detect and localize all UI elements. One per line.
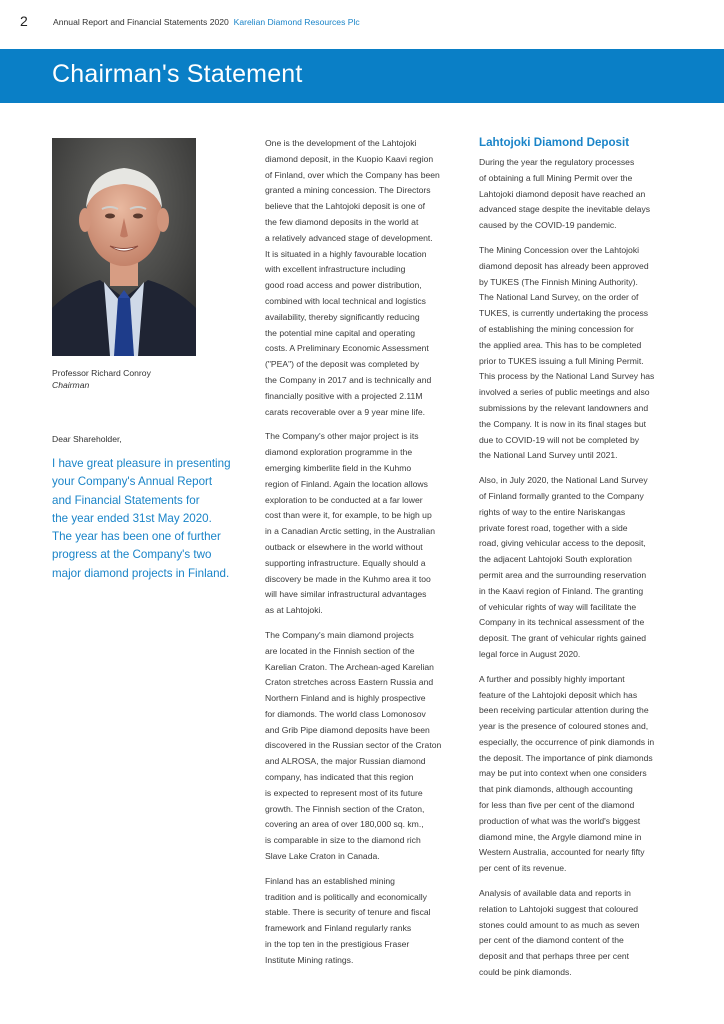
body-line: in the top ten in the prestigious Fraser [265,939,410,950]
body-line: The Company's other major project is its [265,431,419,442]
body-paragraph [479,886,671,981]
body-line: believe that the Lahtojoki deposit is one of [265,201,426,212]
body-line: discovered in the Russian sector of the Craton [265,740,442,751]
running-header [20,12,704,32]
body-line: advanced stage despite the inevitable delays [479,204,651,215]
lead-line: your Company's Annual Report [52,475,213,489]
body-paragraph [479,155,671,234]
body-line: It is situated in a highly favourable location [265,248,427,259]
body-line: outback or elsewhere in the world without [265,541,423,552]
body-line: that pink diamonds, although accounting [479,784,633,795]
body-line: Analysis of available data and reports in [479,888,631,899]
body-line: legal force in August 2020. [479,648,581,659]
body-line: Finland has an established mining [265,875,395,886]
body-line: in the Kaavi region of Finland. The granting [479,585,644,596]
body-line: road, giving vehicular access to the deposit, [479,538,646,549]
body-line: of Finland, over which the Company has been [265,169,440,180]
page-title: Chairman's Statement [52,60,303,88]
body-line: Company in its technical assessment of the [479,617,645,628]
body-paragraph [479,473,671,663]
body-line: stable. There is security of tenure and fiscal [265,907,431,918]
body-line: the Company in 2017 and is technically and [265,374,432,385]
body-line: permit area and the surrounding reservation [479,569,647,580]
body-line: availability, thereby significantly reducing [265,311,420,322]
section-heading: Lahtojoki Diamond Deposit [479,136,630,149]
lead-line: the year ended 31st May 2020. [52,511,212,525]
body-line: Western Australia, accounted for nearly fifty [479,847,645,858]
caption-role: Chairman [52,380,90,390]
body-line: may be put into context when one considers [479,768,647,779]
body-line: diamond deposit has already been approved [479,260,649,271]
body-line: private forest road, together with a side [479,522,628,533]
body-line: discovery be made in the Kuhmo area it too [265,573,431,584]
body-line: the Company. It is now in its final stages but [479,418,647,429]
body-line: per cent of the diamond content of the [479,935,624,946]
company-name: Karelian Diamond Resources Plc [233,17,360,27]
chairman-portrait [52,138,196,356]
body-paragraph [265,136,457,420]
body-line: per cent of its revenue. [479,863,567,874]
lead-line: and Financial Statements for [52,493,200,507]
body-line: could be pink diamonds. [479,967,572,978]
body-line: year is the presence of coloured stones and, [479,721,649,732]
portrait-illustration [52,138,196,356]
body-line: of Finland formally granted to the Company [479,490,644,501]
body-line: company, has indicated that this region [265,772,414,783]
body-line: are located in the Finnish section of the [265,645,415,656]
body-paragraph [479,672,671,877]
body-line: the few diamond deposits in the world at [265,216,419,227]
body-line: and Grib Pipe diamond deposits have been [265,724,430,735]
body-line: for less than five per cent of the diamond [479,800,635,811]
body-line: submissions by the relevant landowners and [479,402,649,413]
body-line: supporting infrastructure. Equally should a [265,557,426,568]
body-line: diamond mine, the Argyle diamond mine in [479,831,642,842]
body-line: tradition and is politically and economically [265,891,427,902]
body-line: especially, the occurrence of pink diamonds in [479,736,655,747]
body-line: growth. The Finnish section of the Craton, [265,803,425,814]
body-line: costs. A Preliminary Economic Assessment [265,343,429,354]
body-line: the potential mine capital and operating [265,327,416,338]
body-line: Slave Lake Craton in Canada. [265,851,380,862]
body-line: emerging kimberlite field in the Kuhmo [265,462,412,473]
lead-line: progress at the Company's two [52,548,212,562]
body-line: financially positive with a projected 2.11M [265,390,423,401]
body-line: prior to TUKES issuing a full Mining Permit. [479,355,644,366]
body-line: TUKES, is currently undertaking the process [479,308,649,319]
report-title [53,17,360,27]
body-line: diamond exploration programme in the [265,447,413,458]
body-line: of obtaining a full Mining Permit over the [479,172,633,183]
body-column-middle [265,136,457,978]
body-line: granted a mining concession. The Directors [265,185,431,196]
body-line: region of Finland. Again the location allows [265,478,428,489]
body-line: is expected to represent most of its future [265,787,423,798]
body-paragraph [265,429,457,619]
body-line: production of what was the world's biggest [479,815,641,826]
greeting: Dear Shareholder, [52,434,122,444]
body-line: Institute Mining ratings. [265,954,354,965]
lead-line: The year has been one of further [52,530,221,544]
body-line: Lahtojoki diamond deposit have reached an [479,188,646,199]
body-line: for diamonds. The world class Lomonosov [265,708,426,719]
body-line: with excellent infrastructure including [265,264,406,275]
caption-name: Professor Richard Conroy [52,368,151,378]
body-line: of vehicular rights of way will facilitate the [479,601,637,612]
body-line: relation to Lahtojoki suggest that coloured [479,903,639,914]
title-band [0,49,724,103]
photo-caption [52,367,151,391]
body-line: will have similar infrastructural advantages [265,589,427,600]
body-line: Karelian Craton. The Archean-aged Karelian [265,661,434,672]
body-line: due to COVID-19 will not be completed by [479,434,640,445]
body-line: The Company's main diamond projects [265,629,414,640]
body-line: is comparable in size to the diamond rich [265,835,421,846]
body-line: combined with local technical and logistics [265,295,426,306]
body-line: of establishing the mining concession for [479,323,634,334]
body-line: carats recoverable over a 9 year mine life. [265,406,426,417]
body-line: deposit. The grant of vehicular rights gained [479,633,647,644]
body-line: a relatively advanced stage of development. [265,232,433,243]
body-line: as at Lahtojoki. [265,605,323,616]
body-line: covering an area of over 180,000 sq. km., [265,819,424,830]
body-line: framework and Finland regularly ranks [265,923,412,934]
body-line: diamond deposit, in the Kuopio Kaavi region [265,153,434,164]
body-column-right [479,136,671,990]
body-line: This process by the National Land Survey has [479,371,655,382]
body-line: deposit and that perhaps three per cent [479,951,630,962]
body-line: rights of way to the entire Nariskangas [479,506,626,517]
body-line: by TUKES (The Finnish Mining Authority). [479,276,638,287]
body-line: One is the development of the Lahtojoki [265,138,417,148]
body-line: The Mining Concession over the Lahtojoki [479,244,640,255]
body-line: During the year the regulatory processes [479,157,635,167]
body-line: ("PEA") of the deposit was completed by [265,359,420,370]
body-line: involved a series of public meetings and also [479,387,650,398]
body-line: stones could amount to as much as seven [479,919,640,930]
lead-paragraph [52,455,244,583]
body-line: A further and possibly highly important [479,673,625,684]
body-paragraph [265,628,457,865]
report-title-text: Annual Report and Financial Statements 2020 [53,17,229,27]
body-line: good road access and power distribution, [265,280,422,291]
body-line: the National Land Survey until 2021. [479,450,618,461]
body-line: the applied area. This has to be completed [479,339,642,350]
body-paragraph [265,874,457,969]
body-line: Northern Finland and is highly prospective [265,693,426,704]
body-line: exploration to be conducted at a far lower [265,494,423,505]
lead-line: I have great pleasure in presenting [52,457,231,470]
body-line: the adjacent Lahtojoki South exploration [479,554,632,565]
body-line: the deposit. The importance of pink diamonds [479,752,653,763]
body-line: feature of the Lahtojoki deposit which has [479,689,638,700]
body-line: Craton stretches across Eastern Russia and [265,677,434,688]
lead-line: major diamond projects in Finland. [52,566,230,580]
body-line: been receiving particular attention during the [479,705,649,716]
page-number: 2 [20,13,28,29]
body-paragraph [479,243,671,464]
body-line: caused by the COVID-19 pandemic. [479,220,617,231]
body-line: and ALROSA, the major Russian diamond [265,756,426,767]
body-line: in a Canadian Arctic setting, in the Australian [265,526,436,537]
body-line: Also, in July 2020, the National Land Survey [479,475,648,486]
body-line: cost than were it, for example, to be high up [265,510,432,521]
body-line: The National Land Survey, on the order of [479,292,639,303]
